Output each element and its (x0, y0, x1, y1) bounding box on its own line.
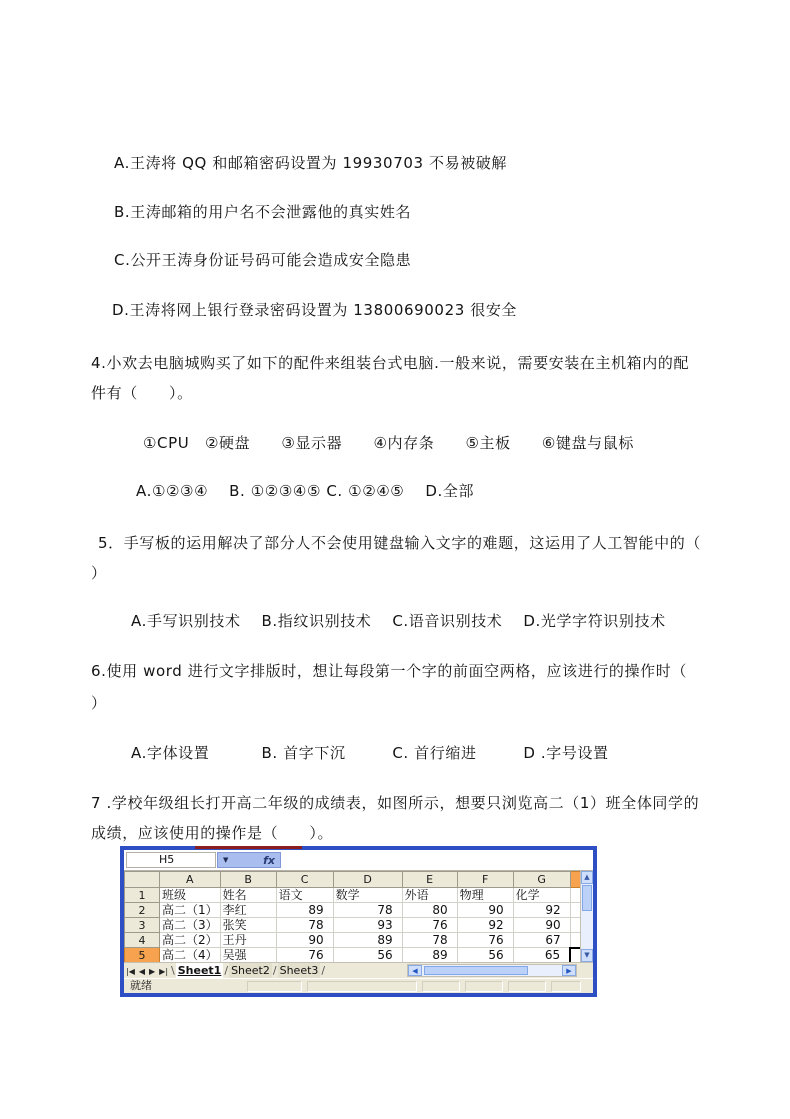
q5-options: A.手写识别技术 B.指纹识别技术 C.语音识别技术 D.光学字符识别技术 (131, 612, 666, 630)
scroll-right-icon[interactable]: ▶ (562, 965, 576, 976)
select-all-corner[interactable] (125, 872, 160, 888)
grid-cell-c5[interactable]: 76 (276, 948, 333, 963)
grid-cell-g4[interactable]: 67 (513, 933, 570, 948)
status-pane (422, 981, 460, 992)
tab-separator: / (321, 964, 326, 977)
horizontal-scrollbar[interactable] (407, 964, 577, 977)
tab-sheet1[interactable]: Sheet1 (177, 964, 222, 977)
q7-text-line1: 7 .学校年级组长打开高二年级的成绩表，如图所示，想要只浏览高二（1）班全体同学的 (91, 794, 700, 812)
q4-text-line2: 件有（ ）。 (91, 384, 193, 402)
grid-cell-a1[interactable]: 班级 (160, 888, 221, 903)
scroll-down-icon[interactable]: ▼ (581, 949, 593, 962)
grid-cell-a2[interactable]: 高二（1） (160, 903, 221, 918)
q3-option-b: B.王涛邮箱的用户名不会泄露他的真实姓名 (114, 203, 412, 221)
grid-cell-a4[interactable]: 高二（2） (160, 933, 221, 948)
status-pane (307, 981, 417, 992)
grid-cell-d5[interactable]: 56 (333, 948, 402, 963)
grid-cell-g5[interactable]: 65 (513, 948, 570, 963)
column-header-c[interactable]: C (276, 872, 333, 888)
scroll-up-icon[interactable]: ▲ (581, 871, 593, 884)
last-sheet-icon[interactable]: ▶| (159, 966, 169, 976)
q6-text-line1: 6.使用 word 进行文字排版时，想让每段第一个字的前面空两格，应该进行的操作时（ (91, 662, 687, 680)
excel-screenshot-window (120, 846, 597, 997)
toolbar-remnant-strip (195, 846, 302, 849)
horizontal-scroll-thumb[interactable] (424, 966, 528, 975)
insert-function-icon[interactable]: fx (263, 853, 275, 867)
status-pane (551, 981, 581, 992)
excel-client-area (124, 850, 593, 993)
grid-cell-c4[interactable]: 90 (276, 933, 333, 948)
grid-cell-e2[interactable]: 80 (402, 903, 457, 918)
grid-cell-b1[interactable]: 姓名 (220, 888, 276, 903)
q7-text-line2: 成绩，应该使用的操作是（ ）。 (91, 824, 334, 842)
status-pane (508, 981, 546, 992)
tab-sheet2[interactable]: Sheet2 (231, 964, 270, 977)
grid-cell-e4[interactable]: 78 (402, 933, 457, 948)
status-text: 就绪 (130, 979, 152, 992)
grid-cell-a5[interactable]: 高二（4） (160, 948, 221, 963)
grid-cell-c3[interactable]: 78 (276, 918, 333, 933)
q3-option-d: D.王涛将网上银行登录密码设置为 13800690023 很安全 (112, 301, 518, 319)
row-header-5[interactable]: 5 (125, 948, 160, 963)
grid-cell-b2[interactable]: 李红 (220, 903, 276, 918)
grid-cell-e1[interactable]: 外语 (402, 888, 457, 903)
next-sheet-icon[interactable]: ▶ (149, 966, 156, 976)
q6-text-line2: ） (91, 694, 107, 712)
vertical-scrollbar[interactable] (580, 871, 593, 962)
grid-cell-c2[interactable]: 89 (276, 903, 333, 918)
grid-cell-f5[interactable]: 56 (457, 948, 513, 963)
q4-text-line1: 4.小欢去电脑城购买了如下的配件来组装台式电脑.一般来说，需要安装在主机箱内的配 (91, 354, 690, 372)
grid-cell-d2[interactable]: 78 (333, 903, 402, 918)
tab-separator: / (224, 964, 229, 977)
status-pane (465, 981, 503, 992)
column-header-g[interactable]: G (513, 872, 570, 888)
formula-bar (124, 850, 593, 871)
q6-options: A.字体设置 B. 首字下沉 C. 首行缩进 D .字号设置 (131, 744, 609, 762)
name-box-controls (217, 852, 281, 868)
grid-cell-f4[interactable]: 76 (457, 933, 513, 948)
grid-cell-b3[interactable]: 张笑 (220, 918, 276, 933)
vertical-scroll-thumb[interactable] (582, 885, 592, 911)
column-header-e[interactable]: E (402, 872, 457, 888)
column-header-b[interactable]: B (220, 872, 276, 888)
grid-cell-g3[interactable]: 90 (513, 918, 570, 933)
row-header-2[interactable]: 2 (125, 903, 160, 918)
prev-sheet-icon[interactable]: ◀ (138, 966, 146, 976)
sheet-tab-bar (124, 962, 593, 978)
grid-cell-d1[interactable]: 数学 (333, 888, 402, 903)
vertical-scroll-track[interactable] (581, 912, 593, 949)
grid-cell-g1[interactable]: 化学 (513, 888, 570, 903)
grid-cell-e3[interactable]: 76 (402, 918, 457, 933)
q4-item-list: ①CPU ②硬盘 ③显示器 ④内存条 ⑤主板 ⑥键盘与鼠标 (143, 434, 634, 452)
grid-cell-d3[interactable]: 93 (333, 918, 402, 933)
horizontal-scroll-track[interactable] (528, 965, 562, 976)
tab-sheet3[interactable]: Sheet3 (279, 964, 319, 977)
spreadsheet-grid (124, 871, 585, 964)
status-bar (124, 978, 593, 993)
grid-cell-c1[interactable]: 语文 (276, 888, 333, 903)
row-header-1[interactable]: 1 (125, 888, 160, 903)
grid-cell-b5[interactable]: 吴强 (220, 948, 276, 963)
tab-separator: \ (171, 964, 175, 977)
status-pane (247, 981, 302, 992)
q4-options: A.①②③④ B. ①②③④⑤ C. ①②④⑤ D.全部 (136, 482, 475, 500)
grid-cell-g2[interactable]: 92 (513, 903, 570, 918)
q3-option-c: C.公开王涛身份证号码可能会造成安全隐患 (114, 251, 412, 269)
q5-text-line1: 5．手写板的运用解决了部分人不会使用键盘输入文字的难题，这运用了人工智能中的（ (98, 534, 701, 552)
column-header-d[interactable]: D (333, 872, 402, 888)
row-header-4[interactable]: 4 (125, 933, 160, 948)
q3-option-a: A.王涛将 QQ 和邮箱密码设置为 19930703 不易被破解 (114, 154, 508, 172)
column-header-f[interactable]: F (457, 872, 513, 888)
grid-cell-b4[interactable]: 王丹 (220, 933, 276, 948)
name-box[interactable]: H5 (126, 852, 216, 868)
name-box-dropdown-icon[interactable]: ▼ (223, 855, 229, 864)
grid-cell-d4[interactable]: 89 (333, 933, 402, 948)
grid-cell-f1[interactable]: 物理 (457, 888, 513, 903)
q5-text-line2: ） (91, 564, 107, 582)
first-sheet-icon[interactable]: |◀ (126, 966, 135, 976)
scroll-left-icon[interactable]: ◀ (408, 965, 422, 976)
grid-cell-e5[interactable]: 89 (402, 948, 457, 963)
grid-cell-a3[interactable]: 高二（3） (160, 918, 221, 933)
grid-cell-f3[interactable]: 92 (457, 918, 513, 933)
row-header-3[interactable]: 3 (125, 918, 160, 933)
tab-separator: / (272, 964, 277, 977)
column-header-a[interactable]: A (160, 872, 221, 888)
grid-cell-f2[interactable]: 90 (457, 903, 513, 918)
